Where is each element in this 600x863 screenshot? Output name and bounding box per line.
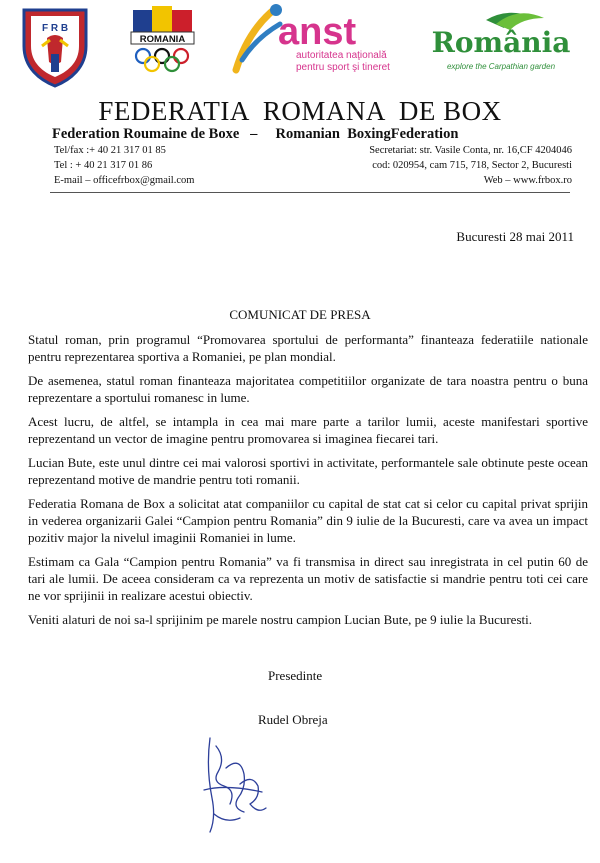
frb-crest-text: F R B	[41, 23, 69, 34]
logo-banner	[0, 0, 600, 92]
anst-logo	[218, 0, 393, 80]
document-date: Bucuresti 28 mai 2011	[456, 229, 574, 244]
signer-name: Rudel Obreja	[258, 712, 328, 727]
paragraph: Statul roman, prin programul “Promovarea sportului de performanta” finanteaza federatiile nationale pentru reprezentarea sportiva a Romaniei, pe plan mondial.	[28, 332, 588, 364]
document-heading: COMUNICAT DE PRESA	[229, 307, 371, 322]
email: E-mail – officefrbox@gmail.com	[54, 175, 195, 186]
romania-tourism-logo	[426, 6, 576, 80]
paragraph: Veniti alaturi de noi sa-l sprijinim pe marele nostru campion Lucian Bute, pe 9 iulie la Bucuresti.	[28, 612, 532, 627]
handwritten-signature	[196, 728, 276, 838]
federation-subtitle: Federation Roumaine de Boxe – Romanian BoxingFederation	[52, 126, 459, 142]
romania-olympic-logo	[125, 4, 200, 76]
contact-left	[54, 143, 194, 188]
postal-code: cod: 020954, cam 715, 718, Sector 2, Bucuresti	[372, 160, 572, 171]
contact-right	[369, 143, 572, 188]
anst-subtext-2: pentru sport şi tineret	[296, 62, 390, 73]
paragraph: De asemenea, statul roman finanteaza majoritatea competitiilor organizate de tara noastra pentru o buna reprezentare a sportului romanesc in lume.	[28, 373, 588, 405]
signer-role: Presedinte	[268, 668, 323, 683]
paragraph: Lucian Bute, este unul dintre cei mai valorosi sportivi in activitate, performantele sale obtinute peste ocean reprezentand motive de mandrie pentru toti romanii.	[28, 455, 588, 487]
document-body	[28, 331, 588, 635]
romania-olympic-text: ROMANIA	[139, 34, 186, 45]
anst-wordmark: anst	[278, 11, 357, 53]
paragraph: Estimam ca Gala “Campion pentru Romania” va fi transmisa in direct sau inregistrata in cel putin 60 de tari ale lumii. De aceea consideram ca va reprezenta un motiv de satisfactie si mandrie pentru toti cei care ne vor sprijinii in realizare acestui obiectiv.	[28, 554, 588, 603]
website: Web – www.frbox.ro	[483, 175, 572, 186]
paragraph: Acest lucru, de altfel, se intampla in cea mai mare parte a tarilor lumii, aceste manifestari sportive reprezentand un vector de imagine pentru promovarea si imaginea fiecarei tari.	[28, 414, 588, 446]
phone: Tel : + 40 21 317 01 86	[54, 160, 153, 171]
header-divider	[50, 192, 570, 193]
federation-title: FEDERATIA ROMANA DE BOX	[98, 96, 502, 126]
paragraph: Federatia Romana de Box a solicitat atat companiilor cu capital de stat cat si celor cu capital privat sprijin in vederea organizarii Galei “Campion pentru Romania” din 9 iulie de la Bucuresti, care va avea un impact pozitiv major la nivelul imaginii Romaniei in lume.	[28, 496, 588, 545]
romania-tourism-wordmark: România	[431, 26, 571, 59]
anst-subtext-1: autoritatea naţională	[296, 50, 387, 61]
phone-fax: Tel/fax :+ 40 21 317 01 85	[54, 145, 166, 156]
romania-tourism-tagline: explore the Carpathian garden	[446, 62, 556, 71]
frb-crest-logo	[20, 6, 90, 90]
secretariat-address: Secretariat: str. Vasile Conta, nr. 16,CF 4204046	[369, 145, 572, 156]
